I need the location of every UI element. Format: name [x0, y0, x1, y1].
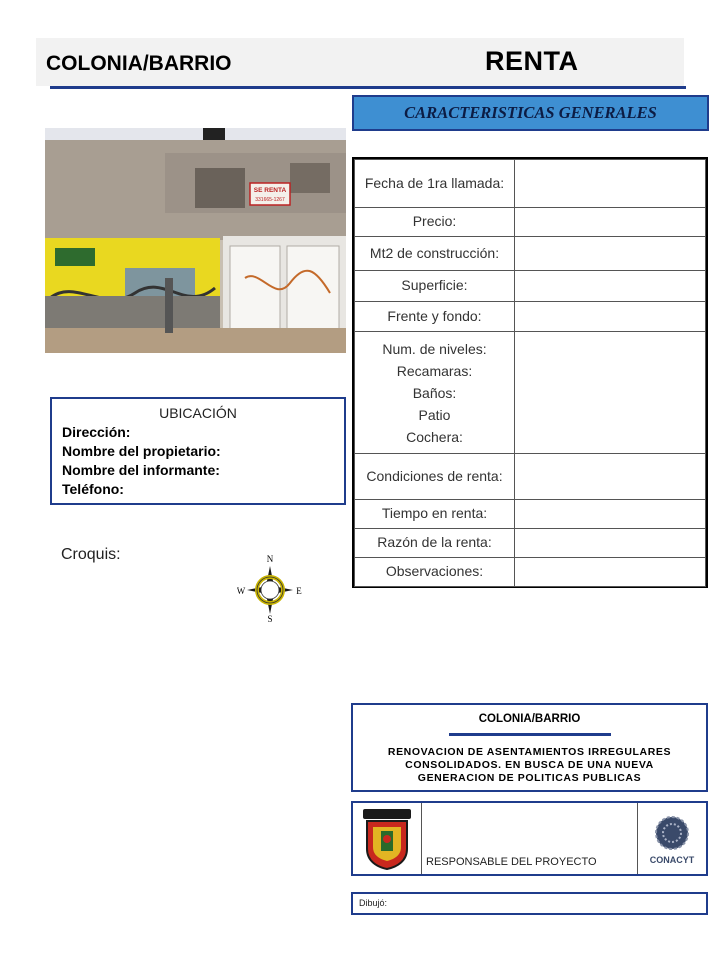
label-bathrooms: Baños:: [412, 384, 457, 401]
compass-rose-icon: [237, 552, 303, 624]
row-value-surface: [515, 271, 706, 302]
row-value-rent-reason: [515, 529, 706, 558]
conacyt-logo-text: CONACYT: [649, 855, 695, 865]
project-rule: [449, 733, 611, 736]
label-garage: Cochera:: [406, 428, 463, 445]
row-value-rent-conditions: [515, 454, 706, 500]
location-box: [50, 397, 346, 505]
project-box: [351, 703, 708, 792]
university-crest-logo: [353, 803, 422, 874]
row-label-time-rented: Tiempo en renta:: [355, 500, 515, 529]
row-value-construction-m2: [515, 237, 706, 271]
label-levels: Num. de niveles:: [382, 340, 487, 357]
property-photo: [45, 128, 346, 353]
row-label-construction-m2: Mt2 de construcción:: [355, 237, 515, 271]
address-field-label: Dirección:: [62, 424, 131, 440]
project-description: RENOVACION DE ASENTAMIENTOS IRREGULARES CONSOLIDADOS. EN BUSCA DE UNA NUEVA GENERACION DE POLITICAS PUBLICAS: [387, 746, 672, 784]
conacyt-logo: [637, 803, 706, 874]
row-value-features: [515, 332, 706, 454]
project-responsible-label: RESPONSABLE DEL PROYECTO: [426, 856, 597, 868]
rent-sign-line1: SE RENTA: [253, 187, 287, 194]
drawn-by-label: Dibujó:: [359, 898, 388, 908]
row-label-features: [355, 332, 515, 454]
project-neighborhood-title: COLONIA/BARRIO: [478, 713, 581, 725]
compass-north-label: N: [266, 554, 274, 564]
row-label-rent-conditions: Condiciones de renta:: [355, 454, 515, 500]
row-label-price: Precio:: [355, 208, 515, 237]
rent-sign-line2: 331665-1267: [255, 197, 285, 203]
house-photo-illustration: [45, 128, 346, 353]
row-value-observations: [515, 558, 706, 587]
compass-east-label: E: [296, 586, 302, 596]
row-value-price: [515, 208, 706, 237]
row-value-first-call-date: [515, 160, 706, 208]
row-label-observations: Observaciones:: [355, 558, 515, 587]
phone-field-label: Teléfono:: [62, 481, 124, 497]
header-rent-title: RENTA: [485, 46, 579, 76]
row-value-time-rented: [515, 500, 706, 529]
row-label-first-call-date: Fecha de 1ra llamada:: [355, 160, 515, 208]
row-label-rent-reason: Razón de la renta:: [355, 529, 515, 558]
location-title: UBICACIÓN: [159, 405, 237, 421]
compass-south-label: S: [267, 614, 273, 624]
informant-name-field-label: Nombre del informante:: [62, 462, 220, 478]
owner-name-field-label: Nombre del propietario:: [62, 443, 221, 459]
row-value-front-depth: [515, 302, 706, 332]
sketch-label: Croquis:: [61, 546, 121, 563]
compass-west-label: W: [237, 586, 246, 596]
label-patio: Patio: [418, 406, 451, 423]
row-label-surface: Superficie:: [355, 271, 515, 302]
header-rule: [50, 86, 686, 89]
label-bedrooms: Recamaras:: [396, 362, 473, 379]
row-label-front-depth: Frente y fondo:: [355, 302, 515, 332]
characteristics-title: CARACTERISTICAS GENERALES: [352, 95, 709, 131]
characteristics-table: [352, 157, 708, 588]
header-neighborhood-title: COLONIA/BARRIO: [46, 52, 232, 75]
drawn-by-box: [351, 892, 708, 915]
responsible-box: [351, 801, 708, 876]
